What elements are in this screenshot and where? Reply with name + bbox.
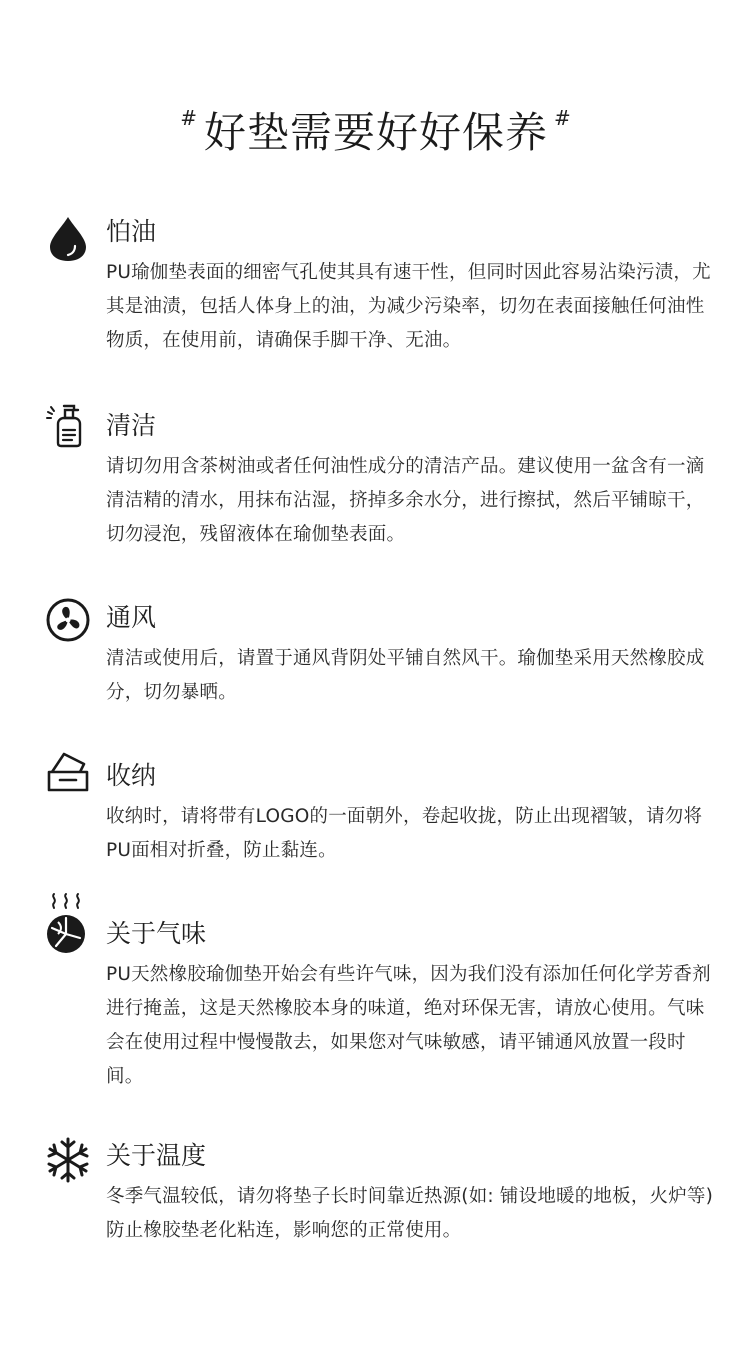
section-heading: 清洁: [106, 411, 157, 440]
section-heading: 关于温度: [106, 1141, 207, 1170]
section-text: 冬季气温较低，请勿将垫子长时间靠近热源(如: 铺设地暖的地板，火炉等)防止橡胶垫老化粘连，影响您的正常使用。: [106, 1186, 714, 1241]
section-text: 收纳时，请将带有LOGO的一面朝外，卷起收拢，防止出现褶皱，请勿将PU面相对折叠，防止黏连。: [106, 806, 703, 861]
storage-box-icon: [44, 746, 92, 794]
section-heading: 关于气味: [106, 919, 207, 948]
section-heading: 通风: [106, 603, 157, 632]
fan-icon: [44, 596, 92, 644]
title-text: 好垫需要好好保养: [203, 108, 548, 157]
section-heading: 收纳: [106, 761, 157, 790]
section-text: PU瑜伽垫表面的细密气孔使其具有速干性，但同时因此容易沾染污渍，尤其是油渍，包括人体身上的油，为减少污染率，切勿在表面接触任何油性物质，在使用前，请确保手脚干净、无油。: [106, 262, 711, 351]
title-hash-right: #: [554, 106, 572, 130]
snowflake-icon: [44, 1136, 92, 1184]
title-hash-left: #: [180, 106, 198, 130]
section-text: 清洁或使用后，请置于通风背阴处平铺自然风干。瑜伽垫采用天然橡胶成分，切勿暴晒。: [106, 648, 705, 703]
section-heading: 怕油: [106, 217, 157, 246]
section-text: PU天然橡胶瑜伽垫开始会有些许气味，因为我们没有添加任何化学芳香剂进行掩盖，这是天然橡胶本身的味道，绝对环保无害，请放心使用。气味会在使用过程中慢慢散去，如果您对气味敏感，请平铺通风放置一段时间。: [106, 964, 711, 1087]
section-text: 请切勿用含茶树油或者任何油性成分的清洁产品。建议使用一盆含有一滴清洁精的清水，用抹布沾湿，挤掉多余水分，进行擦拭，然后平铺晾干，切勿浸泡，残留液体在瑜伽垫表面。: [106, 456, 705, 545]
page-title: [0, 100, 752, 160]
oil-drop-icon: [44, 214, 92, 262]
odor-icon: [44, 892, 92, 956]
soap-bottle-icon: [44, 400, 92, 448]
